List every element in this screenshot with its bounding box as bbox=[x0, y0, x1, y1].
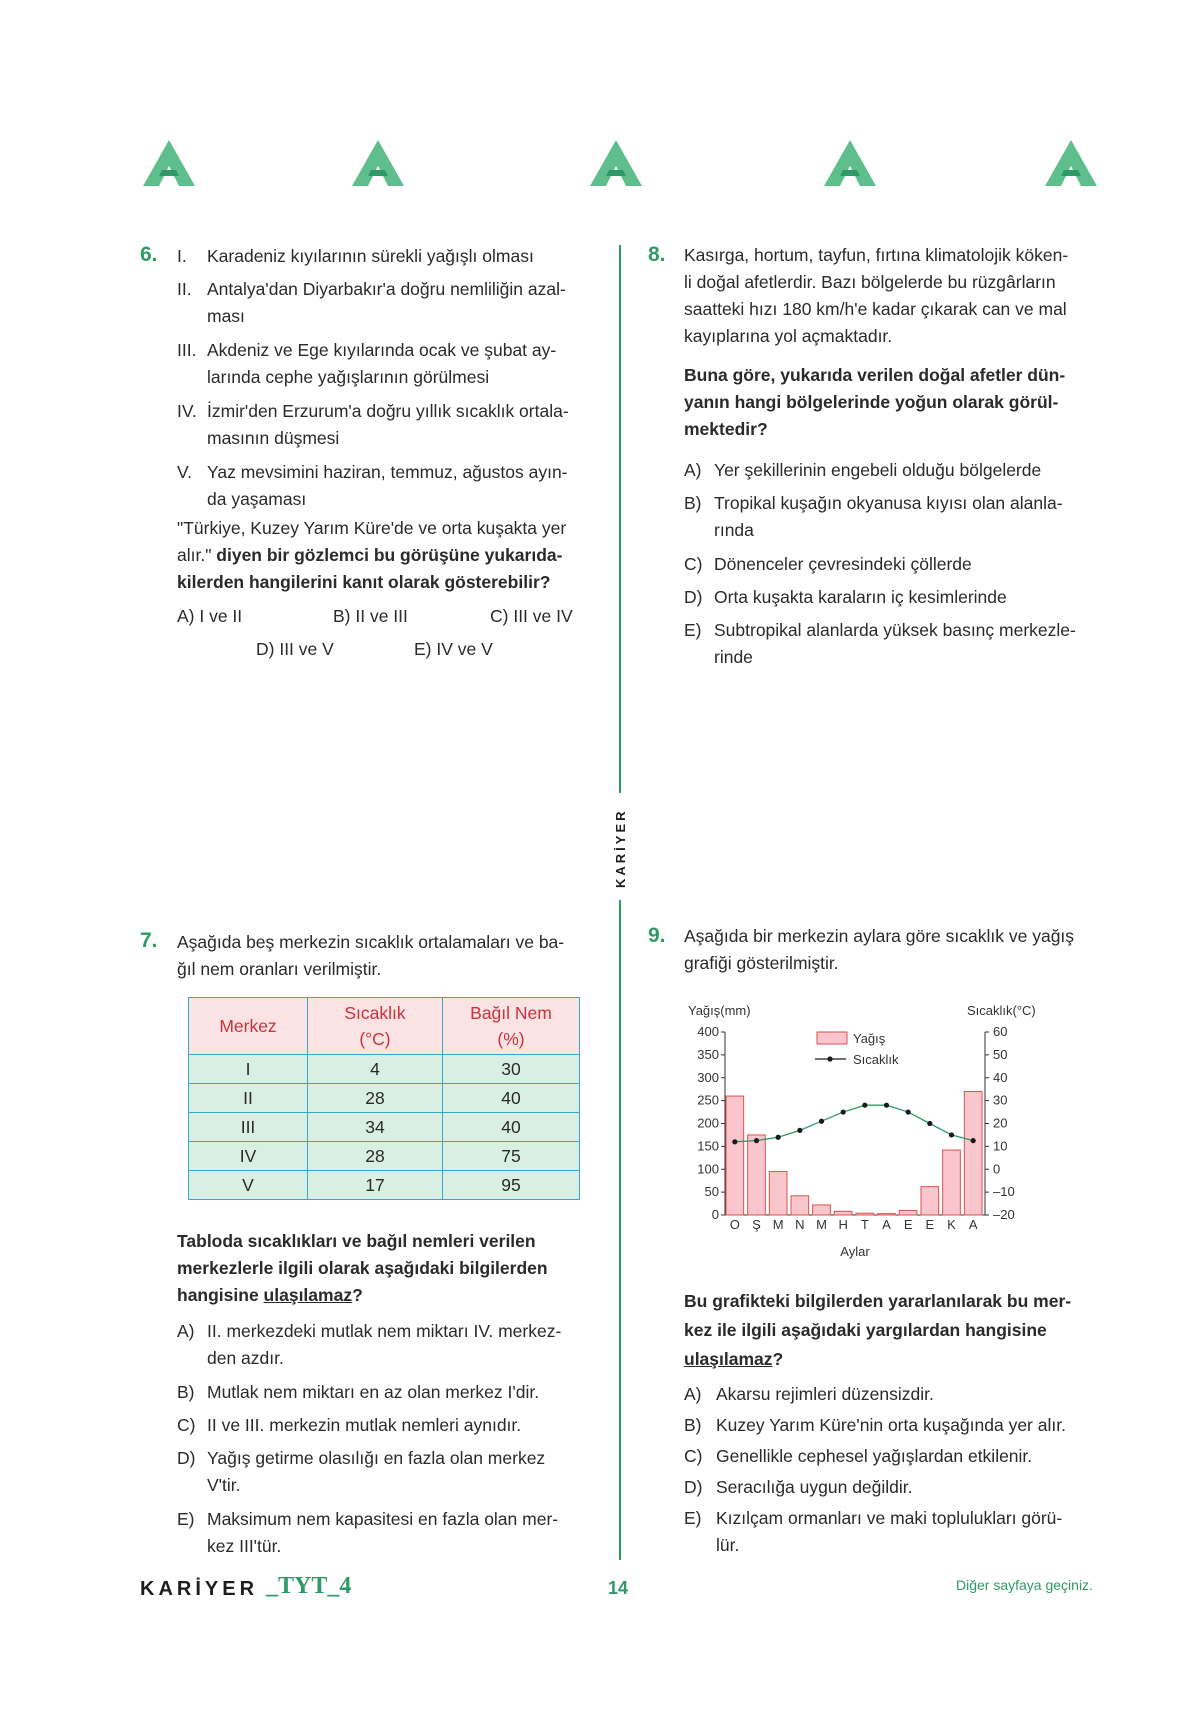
option-label: C) bbox=[684, 554, 703, 574]
column-divider bbox=[619, 900, 621, 1560]
statement-line: da yaşaması bbox=[207, 489, 307, 509]
y-tick-label-right: 20 bbox=[993, 1115, 1008, 1131]
question-9-question: Bu grafikteki bilgilerden yararlanılarak bu mer- kez ile ilgili aşağıdaki yargılardan hangisine ulaşılamaz? bbox=[684, 1291, 1072, 1369]
point-sicaklik bbox=[862, 1103, 867, 1108]
x-tick-label: M bbox=[772, 1217, 784, 1232]
option-line: Tropikal kuşağın okyanusa kıyısı olan alanla- bbox=[714, 493, 1063, 513]
x-tick-label: O bbox=[729, 1217, 740, 1232]
bar-yagis bbox=[748, 1135, 766, 1215]
statement-numeral: III. bbox=[177, 340, 197, 360]
bar-yagis bbox=[834, 1211, 852, 1215]
bar-yagis bbox=[878, 1214, 896, 1215]
option-label: B) bbox=[177, 1382, 195, 1402]
statement-numeral: IV. bbox=[177, 401, 197, 421]
question-8-number: 8. bbox=[648, 243, 666, 266]
bar-yagis bbox=[726, 1096, 744, 1215]
y-tick-label-right: –20 bbox=[993, 1207, 1015, 1222]
bar-yagis bbox=[813, 1205, 831, 1215]
bar-yagis bbox=[769, 1172, 787, 1215]
statement-numeral: V. bbox=[177, 462, 192, 482]
option-label: E) bbox=[684, 1508, 702, 1528]
option-line: V'tir. bbox=[207, 1475, 241, 1495]
option-text bbox=[714, 617, 1114, 671]
option-label: B) bbox=[684, 493, 702, 513]
option-line: II. merkezdeki mutlak nem miktarı IV. merkez- bbox=[207, 1321, 562, 1341]
statement-text bbox=[207, 243, 607, 270]
statement-text bbox=[207, 398, 607, 452]
logo-a-icon bbox=[822, 138, 878, 188]
option-text bbox=[716, 1381, 1114, 1408]
x-tick-label: T bbox=[860, 1217, 869, 1232]
option-line: Seracılığa uygun değildir. bbox=[716, 1477, 913, 1497]
statement-numeral: I. bbox=[177, 246, 187, 266]
x-tick-label: A bbox=[882, 1217, 891, 1232]
option-6c[interactable]: C) III ve IV bbox=[490, 606, 573, 626]
question-6-stem: "Türkiye, Kuzey Yarım Küre'de ve orta kuşakta yer alır." diyen bir gözlemci bu görüşüne yukarıda- kilerden hangilerini kanıt olarak gösterebilir? bbox=[177, 518, 567, 592]
option-line: Genellikle cephesel yağışlardan etkilenir. bbox=[716, 1446, 1033, 1466]
logo-a-icon bbox=[141, 138, 197, 188]
statement-text bbox=[207, 276, 607, 330]
y-tick-label-right: 10 bbox=[993, 1138, 1008, 1154]
header-merkez: Merkez bbox=[189, 998, 308, 1055]
table-row: IV 28 75 bbox=[189, 1142, 580, 1171]
option-label: A) bbox=[684, 1384, 702, 1404]
option-line: Yer şekillerinin engebeli olduğu bölgelerde bbox=[714, 460, 1042, 480]
bar-yagis bbox=[791, 1196, 809, 1215]
option-text bbox=[207, 1412, 607, 1439]
option-line: Akarsu rejimleri düzensizdir. bbox=[716, 1384, 934, 1404]
climate-chart bbox=[680, 995, 1060, 1265]
option-line: Kuzey Yarım Küre'nin orta kuşağında yer alır. bbox=[716, 1415, 1066, 1435]
y-tick-label-left: 150 bbox=[697, 1138, 719, 1154]
logo-a-icon bbox=[588, 138, 644, 188]
y-tick-label-right: 60 bbox=[993, 1024, 1008, 1039]
column-divider bbox=[619, 245, 621, 793]
y-tick-label-left: 0 bbox=[711, 1207, 719, 1222]
option-text bbox=[716, 1474, 1114, 1501]
option-6b[interactable]: B) II ve III bbox=[333, 606, 408, 626]
point-sicaklik bbox=[841, 1109, 846, 1114]
bar-yagis bbox=[943, 1150, 961, 1215]
option-label: A) bbox=[177, 1321, 195, 1341]
option-line: Mutlak nem miktarı en az olan merkez I'dir. bbox=[207, 1382, 540, 1402]
merkez-table bbox=[188, 997, 580, 1200]
question-7-question: Tabloda sıcaklıkları ve bağıl nemleri verilen merkezlerle ilgili olarak aşağıdaki bilgilerden hangisine ulaşılamaz? bbox=[177, 1231, 548, 1305]
option-line: kez III'tür. bbox=[207, 1536, 282, 1556]
option-line: den azdır. bbox=[207, 1348, 284, 1368]
option-6e[interactable]: E) IV ve V bbox=[414, 639, 493, 659]
y-axis-right-title: Sıcaklık(°C) bbox=[967, 1003, 1036, 1018]
footer-exam-code: _TYT_4 bbox=[266, 1573, 352, 1599]
y-tick-label-right: 0 bbox=[993, 1161, 1001, 1177]
option-line: rinde bbox=[714, 647, 753, 667]
option-text bbox=[207, 1445, 607, 1499]
statement-text bbox=[207, 337, 607, 391]
question-6-number: 6. bbox=[140, 243, 158, 266]
y-tick-label-right: –10 bbox=[993, 1184, 1015, 1200]
option-line: Dönenceler çevresindeki çöllerde bbox=[714, 554, 972, 574]
option-text bbox=[716, 1443, 1114, 1470]
header-bagil-nem: Bağıl Nem (%) bbox=[443, 998, 580, 1055]
question-7-intro: Aşağıda beş merkezin sıcaklık ortalamaları ve ba- ğıl nem oranları verilmiştir. bbox=[177, 932, 565, 979]
y-tick-label-right: 40 bbox=[993, 1069, 1008, 1085]
point-sicaklik bbox=[949, 1132, 954, 1137]
logo-a-icon bbox=[1043, 138, 1099, 188]
page-number: 14 bbox=[608, 1578, 629, 1598]
legend-marker-sicaklik bbox=[827, 1056, 832, 1061]
option-label: D) bbox=[684, 1477, 703, 1497]
option-label: C) bbox=[684, 1446, 703, 1466]
table-header-row bbox=[189, 998, 580, 1055]
point-sicaklik bbox=[971, 1138, 976, 1143]
option-label: E) bbox=[684, 620, 702, 640]
option-text bbox=[716, 1412, 1114, 1439]
option-label: B) bbox=[684, 1415, 702, 1435]
option-line: Maksimum nem kapasitesi en fazla olan mer- bbox=[207, 1509, 559, 1529]
option-line: Yağış getirme olasılığı en fazla olan merkez bbox=[207, 1448, 546, 1468]
legend-swatch-yagis bbox=[817, 1032, 847, 1044]
x-tick-label: Ş bbox=[752, 1217, 761, 1232]
option-text bbox=[207, 1379, 607, 1406]
y-tick-label-left: 100 bbox=[697, 1161, 719, 1177]
footer-brand: KARİYER bbox=[140, 1578, 259, 1600]
option-label: D) bbox=[684, 587, 703, 607]
statement-line: Yaz mevsimini haziran, temmuz, ağustos ayın- bbox=[207, 462, 568, 482]
x-tick-label: M bbox=[816, 1217, 827, 1232]
y-tick-label-left: 300 bbox=[697, 1069, 719, 1085]
x-tick-label: E bbox=[903, 1217, 913, 1232]
point-sicaklik bbox=[819, 1119, 824, 1124]
y-tick-label-left: 250 bbox=[697, 1092, 719, 1108]
option-line: Subtropikal alanlarda yüksek basınç merkezle- bbox=[714, 620, 1076, 640]
bar-yagis bbox=[921, 1187, 939, 1215]
y-tick-label-right: 30 bbox=[993, 1092, 1008, 1108]
x-tick-label: N bbox=[795, 1217, 805, 1232]
statement-line: ması bbox=[207, 306, 245, 326]
legend-label-yagis: Yağış bbox=[853, 1031, 886, 1046]
option-text bbox=[714, 551, 1114, 578]
y-tick-label-left: 200 bbox=[697, 1115, 719, 1131]
bar-yagis bbox=[964, 1091, 982, 1215]
question-7-number: 7. bbox=[140, 929, 158, 952]
point-sicaklik bbox=[754, 1138, 759, 1143]
question-9-number: 9. bbox=[648, 924, 666, 947]
y-tick-label-left: 350 bbox=[697, 1046, 719, 1062]
table-row: III 34 40 bbox=[189, 1113, 580, 1142]
logo-a-icon bbox=[350, 138, 406, 188]
y-axis-left-title: Yağış(mm) bbox=[688, 1003, 751, 1018]
question-8-question: Buna göre, yukarıda verilen doğal afetler dün- yanın hangi bölgelerinde yoğun olarak görül- mektedir? bbox=[684, 365, 1066, 439]
statement-text bbox=[207, 459, 607, 513]
option-6d[interactable]: D) III ve V bbox=[256, 639, 334, 659]
question-8-intro: Kasırga, hortum, tayfun, fırtına klimatolojik köken- li doğal afetlerdir. Bazı bölgelerde bu rüzgârların saatteki hızı 180 km/h'e kadar çıkarak can ve mal kayıplarına yol açmaktadır. bbox=[684, 245, 1069, 346]
question-9-intro: Aşağıda bir merkezin aylara göre sıcaklık ve yağış grafiği gösterilmiştir. bbox=[684, 926, 1075, 973]
option-line: Kızılçam ormanları ve maki toplulukları görü- bbox=[716, 1508, 1063, 1528]
svg-text:KARİYER: KARİYER bbox=[613, 808, 628, 888]
point-sicaklik bbox=[906, 1109, 911, 1114]
statement-line: Antalya'dan Diyarbakır'a doğru nemliliğin azal- bbox=[207, 279, 566, 299]
option-label: C) bbox=[177, 1415, 196, 1435]
y-tick-label-left: 50 bbox=[704, 1184, 719, 1200]
x-axis-title: Aylar bbox=[840, 1244, 870, 1259]
point-sicaklik bbox=[797, 1128, 802, 1133]
point-sicaklik bbox=[927, 1121, 932, 1126]
x-tick-label: E bbox=[925, 1217, 935, 1232]
bar-yagis bbox=[899, 1210, 917, 1215]
table-row: V 17 95 bbox=[189, 1171, 580, 1200]
option-text bbox=[714, 457, 1114, 484]
statement-line: masının düşmesi bbox=[207, 428, 340, 448]
statement-line: Karadeniz kıyılarının sürekli yağışlı olması bbox=[207, 246, 534, 266]
statement-numeral: II. bbox=[177, 279, 192, 299]
option-text bbox=[207, 1318, 607, 1372]
point-sicaklik bbox=[776, 1135, 781, 1140]
point-sicaklik bbox=[732, 1139, 737, 1144]
option-line: II ve III. merkezin mutlak nemleri aynıdır. bbox=[207, 1415, 522, 1435]
header-sicaklik: Sıcaklık (°C) bbox=[308, 998, 443, 1055]
option-label: D) bbox=[177, 1448, 196, 1468]
statement-line: İzmir'den Erzurum'a doğru yıllık sıcaklık ortala- bbox=[207, 401, 569, 421]
statement-line: Akdeniz ve Ege kıyılarında ocak ve şubat ay- bbox=[207, 340, 557, 360]
option-line: lür. bbox=[716, 1535, 740, 1555]
line-sicaklik bbox=[735, 1105, 973, 1142]
option-label: E) bbox=[177, 1509, 195, 1529]
x-tick-label: K bbox=[947, 1217, 956, 1232]
table-row: II 28 40 bbox=[189, 1084, 580, 1113]
option-text bbox=[714, 490, 1114, 544]
option-text bbox=[207, 1506, 607, 1560]
option-6a[interactable]: A) I ve II bbox=[177, 606, 243, 626]
x-tick-label: A bbox=[968, 1217, 978, 1232]
statement-line: larında cephe yağışlarının görülmesi bbox=[207, 367, 490, 387]
option-line: rında bbox=[714, 520, 754, 540]
table-row: I 4 30 bbox=[189, 1055, 580, 1084]
next-page-note: Diğer sayfaya geçiniz. bbox=[956, 1577, 1093, 1593]
y-tick-label-right: 50 bbox=[993, 1046, 1008, 1062]
bar-yagis bbox=[856, 1213, 874, 1215]
option-label: A) bbox=[684, 460, 702, 480]
legend-label-sicaklik: Sıcaklık bbox=[853, 1052, 899, 1067]
option-line: Orta kuşakta karaların iç kesimlerinde bbox=[714, 587, 1007, 607]
x-tick-label: H bbox=[838, 1217, 848, 1232]
vertical-brand bbox=[608, 800, 632, 890]
y-tick-label-left: 400 bbox=[697, 1024, 719, 1039]
point-sicaklik bbox=[884, 1103, 889, 1108]
option-text bbox=[716, 1505, 1114, 1559]
option-text bbox=[714, 584, 1114, 611]
